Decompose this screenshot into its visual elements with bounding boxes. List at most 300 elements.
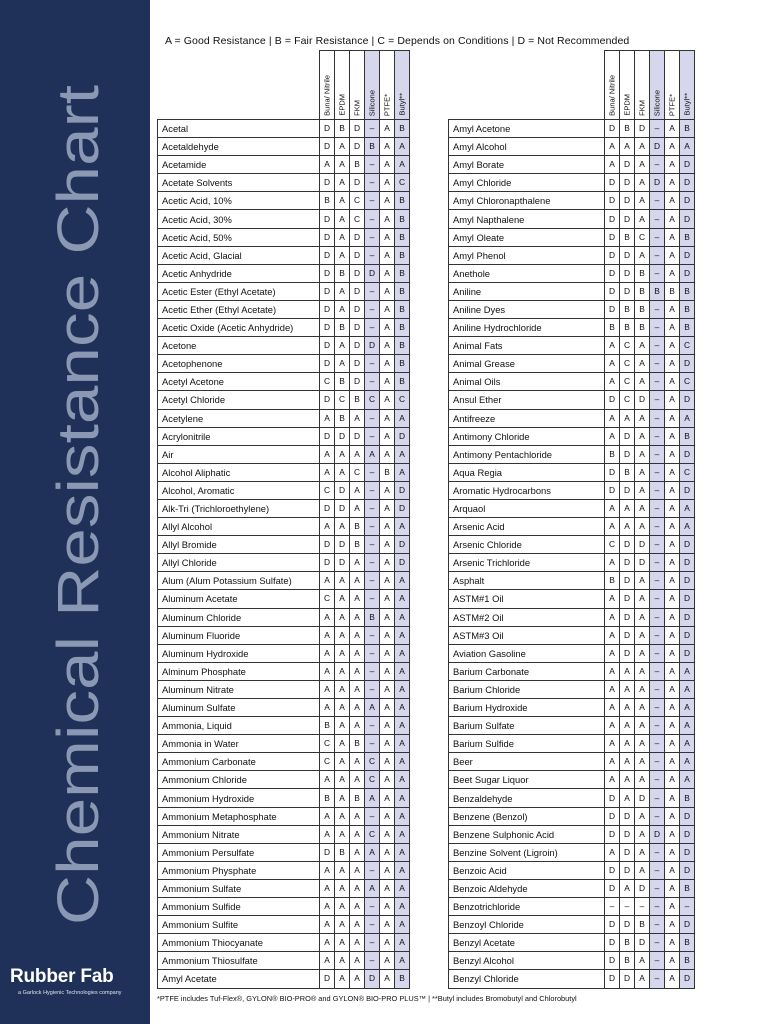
column-header bbox=[650, 51, 665, 120]
rating-cell: – bbox=[650, 391, 665, 409]
rating-cell: A bbox=[665, 319, 680, 337]
chemical-name: Amyl Oleate bbox=[449, 228, 605, 246]
table-row bbox=[158, 373, 410, 391]
rating-cell: D bbox=[680, 355, 695, 373]
rating-cell: A bbox=[350, 934, 365, 952]
rating-cell: A bbox=[605, 662, 620, 680]
chemical-name: Aniline Hydrochloride bbox=[449, 319, 605, 337]
rating-cell: – bbox=[650, 789, 665, 807]
rating-cell: B bbox=[680, 228, 695, 246]
rating-cell: – bbox=[365, 807, 380, 825]
table-row bbox=[158, 264, 410, 282]
rating-cell: D bbox=[335, 427, 350, 445]
chemical-name: Acetyl Acetone bbox=[158, 373, 320, 391]
rating-cell: B bbox=[320, 192, 335, 210]
table-row bbox=[449, 626, 695, 644]
rating-cell: A bbox=[605, 156, 620, 174]
rating-cell: A bbox=[335, 807, 350, 825]
rating-cell: – bbox=[650, 590, 665, 608]
rating-cell: A bbox=[665, 355, 680, 373]
chemical-name: Aluminum Nitrate bbox=[158, 680, 320, 698]
rating-cell: A bbox=[605, 771, 620, 789]
rating-cell: A bbox=[350, 807, 365, 825]
rating-cell: – bbox=[365, 554, 380, 572]
rating-cell: C bbox=[620, 373, 635, 391]
rating-cell: A bbox=[320, 572, 335, 590]
rating-cell: – bbox=[650, 463, 665, 481]
rating-cell: A bbox=[605, 427, 620, 445]
rating-cell: A bbox=[335, 699, 350, 717]
column-header bbox=[680, 51, 695, 120]
rating-cell: D bbox=[395, 481, 410, 499]
rating-cell: A bbox=[380, 246, 395, 264]
rating-cell: – bbox=[365, 174, 380, 192]
rating-cell: D bbox=[350, 319, 365, 337]
rating-cell: B bbox=[620, 300, 635, 318]
rating-cell: D bbox=[680, 174, 695, 192]
chemical-name: Benzene (Benzol) bbox=[449, 807, 605, 825]
rating-cell: A bbox=[380, 355, 395, 373]
rating-cell: A bbox=[335, 228, 350, 246]
rating-cell: A bbox=[320, 699, 335, 717]
table-row bbox=[158, 825, 410, 843]
chemical-name: Benzoic Aldehyde bbox=[449, 879, 605, 897]
rating-cell: D bbox=[605, 861, 620, 879]
column-header bbox=[605, 51, 620, 120]
chemical-name: Acetone bbox=[158, 337, 320, 355]
chemical-name: Ammonium Thiosulfate bbox=[158, 952, 320, 970]
chemical-name: Amyl Napthalene bbox=[449, 210, 605, 228]
table-row bbox=[158, 952, 410, 970]
rating-cell: A bbox=[350, 843, 365, 861]
rating-cell: D bbox=[320, 970, 335, 988]
rating-cell: D bbox=[650, 138, 665, 156]
table-row bbox=[449, 879, 695, 897]
table-row bbox=[158, 246, 410, 264]
rating-cell: B bbox=[350, 735, 365, 753]
rating-cell: – bbox=[365, 680, 380, 698]
table-row bbox=[449, 156, 695, 174]
table-row bbox=[158, 626, 410, 644]
table-row bbox=[158, 156, 410, 174]
rating-cell: A bbox=[320, 518, 335, 536]
rating-cell: A bbox=[665, 608, 680, 626]
rating-cell: B bbox=[320, 789, 335, 807]
rating-cell: D bbox=[320, 391, 335, 409]
rating-cell: D bbox=[680, 536, 695, 554]
rating-cell: D bbox=[680, 825, 695, 843]
rating-cell: A bbox=[335, 590, 350, 608]
rating-cell: A bbox=[380, 970, 395, 988]
rating-cell: A bbox=[350, 554, 365, 572]
rating-cell: A bbox=[335, 789, 350, 807]
rating-cell: A bbox=[395, 463, 410, 481]
rating-cell: A bbox=[320, 409, 335, 427]
rating-cell: A bbox=[380, 735, 395, 753]
rating-cell: – bbox=[650, 662, 665, 680]
rating-cell: A bbox=[665, 120, 680, 138]
rating-cell: A bbox=[380, 879, 395, 897]
rating-cell: – bbox=[365, 644, 380, 662]
rating-cell: B bbox=[350, 391, 365, 409]
table-row bbox=[449, 246, 695, 264]
rating-cell: B bbox=[635, 300, 650, 318]
table-row bbox=[158, 355, 410, 373]
table-row bbox=[158, 843, 410, 861]
rating-cell: B bbox=[635, 319, 650, 337]
rating-cell: A bbox=[635, 518, 650, 536]
rating-cell: D bbox=[350, 300, 365, 318]
column-header bbox=[380, 51, 395, 120]
rating-cell: D bbox=[350, 120, 365, 138]
rating-cell: A bbox=[680, 717, 695, 735]
rating-cell: A bbox=[380, 174, 395, 192]
rating-cell: D bbox=[350, 282, 365, 300]
rating-cell: – bbox=[365, 898, 380, 916]
chemical-name: Aniline Dyes bbox=[449, 300, 605, 318]
table-row bbox=[158, 300, 410, 318]
rating-cell: – bbox=[650, 228, 665, 246]
rating-cell: C bbox=[395, 174, 410, 192]
chemical-name: Acetic Oxide (Acetic Anhydride) bbox=[158, 319, 320, 337]
rating-cell: D bbox=[620, 861, 635, 879]
rating-cell: A bbox=[665, 952, 680, 970]
rating-cell: B bbox=[620, 934, 635, 952]
rating-cell: A bbox=[635, 608, 650, 626]
rating-cell: B bbox=[680, 282, 695, 300]
rating-cell: D bbox=[620, 644, 635, 662]
rating-cell: A bbox=[380, 264, 395, 282]
rating-cell: A bbox=[665, 572, 680, 590]
rating-cell: A bbox=[320, 626, 335, 644]
chemical-name: Benzotrichloride bbox=[449, 898, 605, 916]
rating-cell: A bbox=[395, 409, 410, 427]
table-row bbox=[449, 228, 695, 246]
rating-cell: D bbox=[335, 536, 350, 554]
rating-cell: A bbox=[395, 717, 410, 735]
table-row bbox=[449, 337, 695, 355]
rating-cell: C bbox=[365, 771, 380, 789]
rating-cell: – bbox=[650, 536, 665, 554]
rating-cell: B bbox=[665, 282, 680, 300]
rating-cell: A bbox=[635, 246, 650, 264]
rating-cell: D bbox=[350, 373, 365, 391]
rating-cell: B bbox=[395, 282, 410, 300]
rating-cell: – bbox=[365, 156, 380, 174]
chemical-name: Arsenic Acid bbox=[449, 518, 605, 536]
table-row bbox=[158, 807, 410, 825]
column-header-label: Silicone bbox=[367, 89, 377, 116]
rating-cell: – bbox=[650, 898, 665, 916]
chemical-name: Barium Sulfate bbox=[449, 717, 605, 735]
table-row bbox=[449, 499, 695, 517]
rating-cell: A bbox=[665, 789, 680, 807]
rating-cell: A bbox=[395, 735, 410, 753]
table-row bbox=[158, 282, 410, 300]
rating-cell: A bbox=[605, 680, 620, 698]
rating-cell: A bbox=[605, 518, 620, 536]
rating-cell: – bbox=[365, 952, 380, 970]
rating-cell: A bbox=[635, 174, 650, 192]
rating-cell: A bbox=[320, 807, 335, 825]
rating-cell: – bbox=[365, 861, 380, 879]
rating-cell: A bbox=[635, 481, 650, 499]
rating-cell: A bbox=[320, 463, 335, 481]
rating-cell: A bbox=[605, 337, 620, 355]
rating-cell: A bbox=[395, 879, 410, 897]
rating-cell: C bbox=[605, 536, 620, 554]
rating-cell: D bbox=[680, 445, 695, 463]
rating-cell: A bbox=[365, 445, 380, 463]
rating-cell: A bbox=[395, 608, 410, 626]
rating-cell: C bbox=[320, 590, 335, 608]
rating-cell: D bbox=[350, 264, 365, 282]
rating-cell: A bbox=[335, 300, 350, 318]
rating-cell: – bbox=[365, 300, 380, 318]
rating-cell: A bbox=[680, 680, 695, 698]
rating-cell: B bbox=[395, 246, 410, 264]
rating-cell: D bbox=[350, 228, 365, 246]
column-header-label: FKM bbox=[352, 100, 362, 116]
chemical-name: Ammonium Carbonate bbox=[158, 753, 320, 771]
rating-cell: A bbox=[635, 807, 650, 825]
table-row bbox=[449, 445, 695, 463]
rating-cell: D bbox=[680, 807, 695, 825]
rating-cell: D bbox=[620, 554, 635, 572]
rating-cell: A bbox=[335, 916, 350, 934]
rating-cell: A bbox=[665, 174, 680, 192]
rating-cell: – bbox=[365, 518, 380, 536]
table-row bbox=[449, 644, 695, 662]
rating-cell: A bbox=[635, 427, 650, 445]
rating-cell: A bbox=[665, 246, 680, 264]
rating-cell: – bbox=[650, 518, 665, 536]
rating-cell: A bbox=[380, 644, 395, 662]
rating-cell: A bbox=[320, 898, 335, 916]
rating-cell: D bbox=[605, 825, 620, 843]
rating-cell: A bbox=[605, 753, 620, 771]
rating-cell: A bbox=[380, 662, 395, 680]
rating-cell: A bbox=[395, 644, 410, 662]
rating-cell: A bbox=[635, 138, 650, 156]
rating-cell: A bbox=[350, 825, 365, 843]
rating-cell: – bbox=[650, 120, 665, 138]
rating-cell: A bbox=[350, 753, 365, 771]
rating-cell: A bbox=[335, 662, 350, 680]
rating-cell: – bbox=[365, 717, 380, 735]
rating-cell: – bbox=[650, 970, 665, 988]
rating-cell: A bbox=[635, 952, 650, 970]
rating-cell: A bbox=[395, 916, 410, 934]
rating-cell: A bbox=[680, 662, 695, 680]
rating-cell: A bbox=[335, 138, 350, 156]
rating-cell: A bbox=[380, 228, 395, 246]
rating-cell: A bbox=[350, 481, 365, 499]
chemical-name: Ammonium Sulfite bbox=[158, 916, 320, 934]
rating-cell: C bbox=[620, 337, 635, 355]
header-blank-cell bbox=[449, 51, 605, 120]
rating-cell: A bbox=[350, 916, 365, 934]
chemical-name: Amyl Acetone bbox=[449, 120, 605, 138]
rating-cell: B bbox=[365, 138, 380, 156]
chart-title-text: Chemical Resistance Chart bbox=[46, 222, 111, 925]
rating-cell: – bbox=[365, 626, 380, 644]
rating-cell: D bbox=[650, 174, 665, 192]
rating-cell: A bbox=[395, 156, 410, 174]
chemical-name: Aqua Regia bbox=[449, 463, 605, 481]
rating-cell: A bbox=[665, 463, 680, 481]
rating-cell: A bbox=[395, 771, 410, 789]
table-row bbox=[449, 916, 695, 934]
table-row bbox=[449, 282, 695, 300]
rating-cell: B bbox=[620, 228, 635, 246]
table-row bbox=[158, 228, 410, 246]
rating-cell: – bbox=[650, 572, 665, 590]
rating-cell: B bbox=[680, 120, 695, 138]
sidebar bbox=[0, 0, 150, 1024]
table-row bbox=[158, 970, 410, 988]
chemical-name: Barium Chloride bbox=[449, 680, 605, 698]
chemical-name: Beer bbox=[449, 753, 605, 771]
table-row bbox=[449, 699, 695, 717]
rating-cell: – bbox=[650, 879, 665, 897]
chemical-name: Ammonium Sulfate bbox=[158, 879, 320, 897]
rating-cell: A bbox=[380, 608, 395, 626]
rating-cell: A bbox=[320, 156, 335, 174]
table-row bbox=[449, 590, 695, 608]
rating-cell: A bbox=[380, 717, 395, 735]
table-row bbox=[449, 192, 695, 210]
rating-cell: D bbox=[620, 536, 635, 554]
rating-cell: C bbox=[320, 373, 335, 391]
rating-cell: A bbox=[635, 337, 650, 355]
table-row bbox=[449, 970, 695, 988]
chemical-name: Acetic Anhydride bbox=[158, 264, 320, 282]
rating-cell: – bbox=[650, 300, 665, 318]
chemical-name: Ammonium Hydroxide bbox=[158, 789, 320, 807]
rating-cell: D bbox=[350, 337, 365, 355]
table-row bbox=[449, 264, 695, 282]
rating-cell: A bbox=[335, 445, 350, 463]
rating-cell: B bbox=[680, 879, 695, 897]
rating-cell: A bbox=[605, 373, 620, 391]
rating-cell: A bbox=[380, 753, 395, 771]
rating-cell: D bbox=[605, 807, 620, 825]
rating-cell: A bbox=[605, 735, 620, 753]
rating-cell: A bbox=[335, 952, 350, 970]
rating-cell: A bbox=[665, 554, 680, 572]
chemical-name: Benzoic Acid bbox=[449, 861, 605, 879]
rating-cell: A bbox=[335, 825, 350, 843]
rating-cell: A bbox=[335, 192, 350, 210]
rating-cell: D bbox=[365, 337, 380, 355]
table-row bbox=[449, 608, 695, 626]
rating-cell: A bbox=[380, 518, 395, 536]
rating-cell: C bbox=[320, 753, 335, 771]
rating-cell: A bbox=[680, 518, 695, 536]
rating-cell: B bbox=[605, 445, 620, 463]
rating-cell: A bbox=[665, 192, 680, 210]
rating-cell: A bbox=[665, 518, 680, 536]
rating-cell: D bbox=[620, 246, 635, 264]
rating-cell: B bbox=[335, 120, 350, 138]
chemical-name: Amyl Alcohol bbox=[449, 138, 605, 156]
table-row bbox=[449, 861, 695, 879]
rating-cell: A bbox=[380, 138, 395, 156]
resistance-table-left bbox=[157, 50, 410, 989]
rating-cell: – bbox=[365, 355, 380, 373]
rating-cell: A bbox=[335, 282, 350, 300]
rating-cell: C bbox=[365, 391, 380, 409]
rating-cell: – bbox=[650, 608, 665, 626]
rating-cell: D bbox=[320, 337, 335, 355]
rating-cell: A bbox=[680, 735, 695, 753]
table-row bbox=[158, 753, 410, 771]
chemical-name: Acetaldehyde bbox=[158, 138, 320, 156]
table-row bbox=[449, 753, 695, 771]
rating-cell: – bbox=[650, 626, 665, 644]
table-row bbox=[158, 210, 410, 228]
chemical-name: Air bbox=[158, 445, 320, 463]
table-row bbox=[158, 590, 410, 608]
rating-cell: A bbox=[620, 753, 635, 771]
rating-cell: D bbox=[605, 952, 620, 970]
rating-cell: A bbox=[680, 771, 695, 789]
rating-cell: A bbox=[605, 409, 620, 427]
rating-cell: A bbox=[335, 156, 350, 174]
rating-cell: B bbox=[620, 952, 635, 970]
rating-cell: D bbox=[320, 246, 335, 264]
rating-cell: B bbox=[680, 319, 695, 337]
chemical-name: Ammonium Persulfate bbox=[158, 843, 320, 861]
rating-cell: D bbox=[320, 319, 335, 337]
rating-cell: A bbox=[605, 644, 620, 662]
chemical-name: Acetamide bbox=[158, 156, 320, 174]
rating-cell: A bbox=[350, 771, 365, 789]
column-header bbox=[665, 51, 680, 120]
rating-cell: – bbox=[650, 481, 665, 499]
rating-cell: A bbox=[665, 662, 680, 680]
rating-cell: D bbox=[395, 499, 410, 517]
chemical-name: Benzyl Alcohol bbox=[449, 952, 605, 970]
rating-cell: D bbox=[620, 626, 635, 644]
chemical-name: Arsenic Trichloride bbox=[449, 554, 605, 572]
rating-cell: – bbox=[650, 499, 665, 517]
table-header-row bbox=[449, 51, 695, 120]
rating-cell: B bbox=[680, 300, 695, 318]
rating-cell: A bbox=[380, 843, 395, 861]
chemical-name: Acrylonitrile bbox=[158, 427, 320, 445]
rating-cell: C bbox=[680, 337, 695, 355]
rating-cell: D bbox=[680, 572, 695, 590]
rating-cell: – bbox=[650, 445, 665, 463]
table-row bbox=[449, 300, 695, 318]
rating-cell: B bbox=[395, 192, 410, 210]
rating-cell: C bbox=[365, 825, 380, 843]
rating-cell: – bbox=[365, 228, 380, 246]
table-row bbox=[158, 499, 410, 517]
rating-cell: B bbox=[605, 572, 620, 590]
rating-cell: B bbox=[635, 282, 650, 300]
rating-cell: A bbox=[665, 861, 680, 879]
rating-cell: A bbox=[635, 409, 650, 427]
chemical-name: Acetic Acid, 30% bbox=[158, 210, 320, 228]
column-header-label: Silicone bbox=[652, 89, 662, 116]
rating-cell: B bbox=[335, 319, 350, 337]
chemical-name: Ammonium Nitrate bbox=[158, 825, 320, 843]
rating-cell: D bbox=[320, 355, 335, 373]
rating-cell: D bbox=[350, 138, 365, 156]
